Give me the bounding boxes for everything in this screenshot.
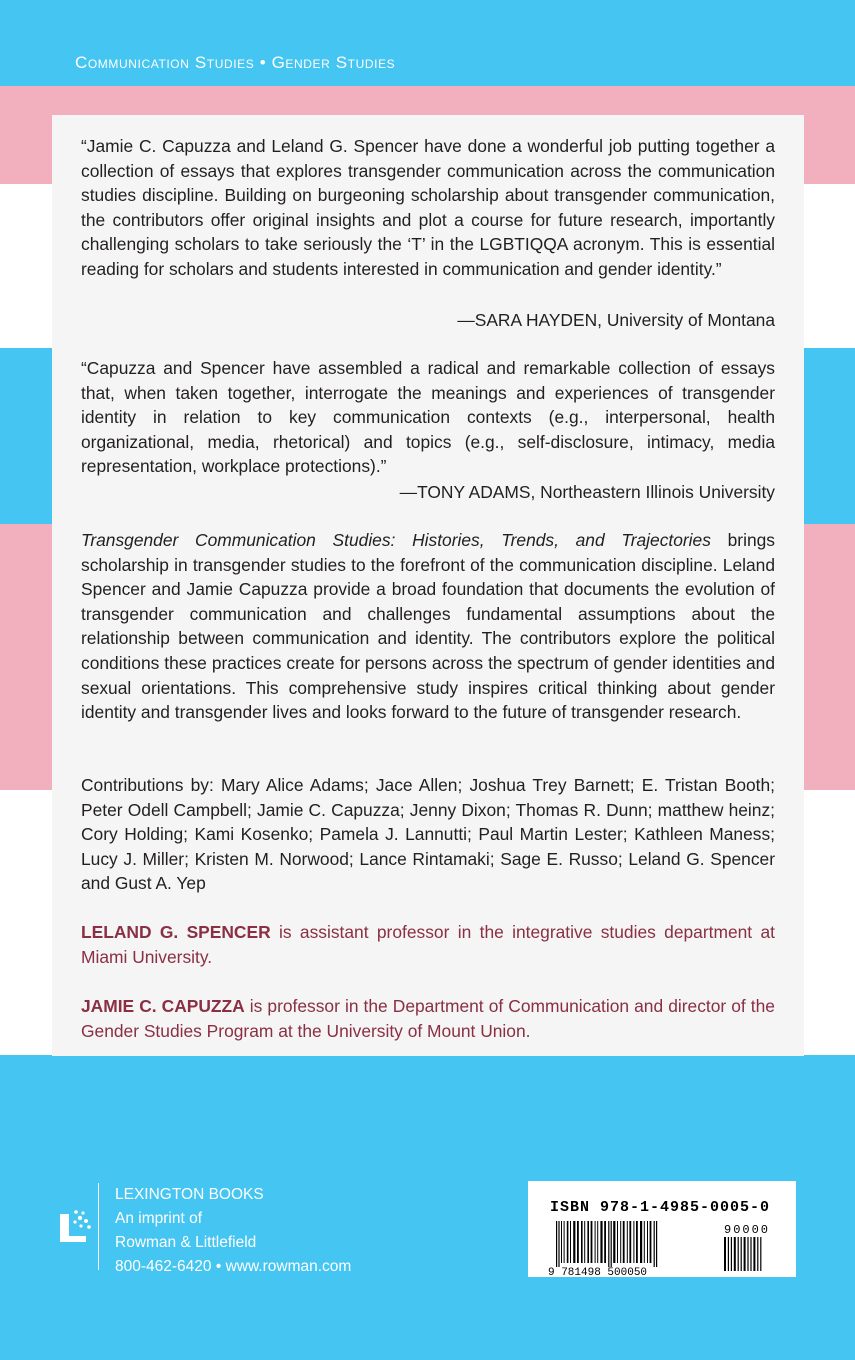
barcode-bar [604, 1221, 606, 1263]
barcode-bar [724, 1237, 726, 1271]
blurb-1-quote: “Jamie C. Capuzza and Leland G. Spencer have done a wonderful job putting together a collection of essays that explores transgender communication across the communication studies discipline. Building on burgeoning scholarship about transgender communication, the contributors offer original insights and plot a course for future research, importantly challenging scholars to take seriously the ‘T’ in the LGBTIQQA acronym. This is essential reading for scholars and students interested in communication and gender identity.” [81, 136, 775, 279]
barcode-bar [629, 1221, 631, 1263]
publisher-name: LEXINGTON BOOKS [115, 1186, 264, 1203]
barcode-bar [644, 1221, 645, 1263]
publisher-contact: 800-462-6420 • www.rowman.com [115, 1258, 352, 1275]
isbn-number: ISBN 978-1-4985-0005-0 [550, 1199, 771, 1216]
barcode-bar [750, 1237, 751, 1271]
barcode-bar [564, 1221, 565, 1263]
series-label: Communication Studies • Gender Studies [75, 53, 396, 72]
bio-capuzza-text: is professor in the Department of Communication and director of the Gender Studies Program at the University of Mount Union. [81, 996, 775, 1041]
barcode-bar [656, 1221, 657, 1267]
contributors-list: Contributions by: Mary Alice Adams; Jace Allen; Joshua Trey Barnett; E. Tristan Booth; Peter Odell Campbell; Jamie C. Capuzza; Jenny Dixon; Thomas R. Dunn; matthew heinz; Cory Holding; Kami Kosenko; Pamela J. Lannutti; Paul Martin Lester; Kathleen Maness; Lucy J. Miller; Kristen M. Norwood; Lance Rintamaki; Sage E. Russo; Leland G. Spencer and Gust A. Yep [81, 775, 775, 894]
barcode-bar [567, 1221, 569, 1263]
bio-capuzza [81, 994, 775, 1043]
blurb-1-attribution [457, 308, 775, 333]
barcode-bar [587, 1221, 589, 1263]
barcode-bar [611, 1221, 612, 1267]
barcode-bar [738, 1237, 739, 1271]
barcode-bar [608, 1221, 609, 1267]
barcode-bar [597, 1221, 598, 1263]
blurb-2-quote: “Capuzza and Spencer have assembled a radical and remarkable collection of essays that, when taken together, interrogate the meanings and experiences of transgender identity in relation to key communication contexts (e.g., interpersonal, health organizational, media, rhetorical) and topics (e.g., self-disclosure, intimacy, media representation, workplace protections).” [81, 358, 775, 477]
book-description [81, 528, 775, 725]
barcode-bar [581, 1221, 583, 1263]
bio-spencer [81, 920, 775, 969]
ean-digits: 9 781498 500050 [548, 1267, 648, 1277]
barcode-bar [600, 1221, 602, 1263]
blurb-2-attribution [400, 480, 775, 505]
bio-capuzza-name: JAMIE C. CAPUZZA [81, 996, 245, 1016]
barcode-bar [747, 1237, 748, 1271]
barcode-bar [654, 1221, 655, 1267]
barcode-bar [561, 1221, 562, 1263]
blurb-1-name: —SARA HAYDEN, [457, 310, 602, 330]
barcode-bar [558, 1221, 559, 1267]
barcode-bar [620, 1221, 621, 1263]
description-body: brings scholarship in transgender studies to the forefront of the communication discipline. Leland Spencer and Jamie Capuzza provide a broad foundation that documents the evolution of transgender communication and challenges fundamental assumptions about the relationship between communication and identity. The contributors explore the political conditions these practices create for persons across the spectrum of gender identities and sexual orientations. This comprehensive study inspires critical thinking about gender identity and transgender lives and looks forward to the future of transgender research. [81, 530, 775, 723]
barcode-bar [728, 1237, 729, 1271]
price-addon-bars [724, 1237, 761, 1271]
publisher-parent: Rowman & Littlefield [115, 1234, 257, 1251]
barcode-bar [577, 1221, 579, 1263]
barcode-bar [617, 1221, 618, 1263]
ean-bars [556, 1221, 657, 1267]
bio-spencer-name: LELAND G. SPENCER [81, 922, 271, 942]
barcode-bar [573, 1221, 575, 1263]
barcode-bar [731, 1237, 732, 1271]
bio-spencer-text: is assistant professor in the integrative studies department at Miami University. [81, 922, 775, 967]
barcode-bar [647, 1221, 648, 1263]
barcode-bar [741, 1237, 742, 1271]
barcode-bar [734, 1237, 736, 1271]
barcode-bar [636, 1221, 638, 1263]
blurb-1-affiliation: University of Montana [601, 310, 775, 330]
barcode-bar [627, 1221, 628, 1263]
barcode-bar [760, 1237, 761, 1271]
barcode-bar [757, 1237, 758, 1271]
publisher-imprint: An imprint of [115, 1210, 203, 1227]
barcode-bar [744, 1237, 746, 1271]
barcode-bar [591, 1221, 593, 1263]
barcode-bar [556, 1221, 557, 1267]
publisher-info [98, 1183, 352, 1275]
barcode-bar [595, 1221, 596, 1263]
barcode-bar [613, 1221, 615, 1263]
barcode-bar [753, 1237, 755, 1271]
price-code: 90000 [724, 1223, 771, 1237]
blurb-2-name: —TONY ADAMS, [399, 482, 536, 502]
barcode-bar [623, 1221, 625, 1263]
barcode-bar [584, 1221, 585, 1263]
lexington-logo-icon [58, 1208, 94, 1248]
isbn-barcode [528, 1181, 796, 1277]
barcode-bar [640, 1221, 642, 1263]
barcode-bar [570, 1221, 571, 1263]
barcode-bar [650, 1221, 652, 1263]
book-title: Transgender Communication Studies: Histories, Trends, and Trajectories [81, 530, 711, 550]
barcode-bar [633, 1221, 634, 1263]
barcode-bars [546, 1221, 786, 1277]
blurb-2-affiliation: Northeastern Illinois University [535, 482, 775, 502]
